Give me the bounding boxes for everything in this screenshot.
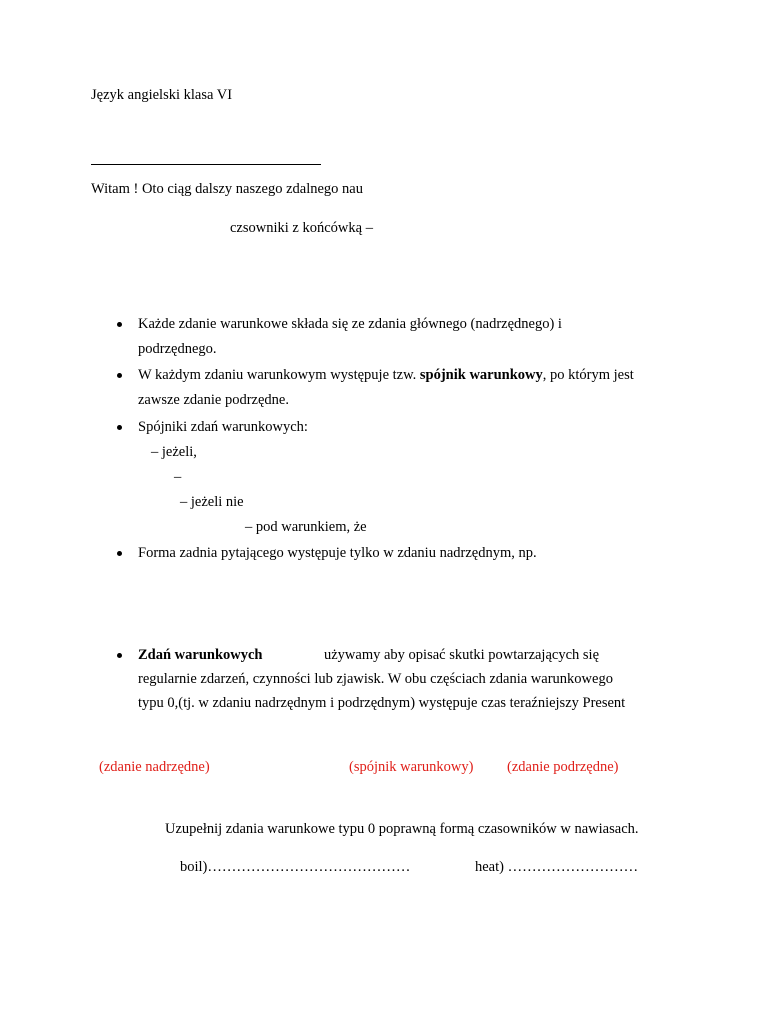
conjunction-3: – jeżeli nie — [180, 494, 244, 510]
conjunction-4: – pod warunkiem, że — [245, 519, 367, 535]
bullet-dot — [117, 425, 122, 430]
bullet-1-line-1: Każde zdanie warunkowe składa się ze zdania głównego (nadrzędnego) i — [138, 316, 562, 332]
bullet-2-text: W każdym zdaniu warunkowym występuje tzw. — [138, 367, 420, 383]
label-conjunction: (spójnik warunkowy) — [349, 759, 474, 775]
exercise-item-2: heat) ……………………… — [475, 859, 639, 875]
document-subject: Język angielski klasa VI — [91, 87, 233, 103]
bullet-2-line-2: zawsze zdanie podrzędne. — [138, 392, 289, 408]
bullet-dot — [117, 653, 122, 658]
bullet-5-line-2: regularnie zdarzeń, czynności lub zjawisk. W obu częściach zdania warunkowego — [138, 671, 613, 687]
conjunction-2: – — [174, 469, 182, 485]
bullet-5-line-1: używamy aby opisać skutki powtarzających się — [324, 647, 600, 663]
bullet-3-line-1: Spójniki zdań warunkowych: — [138, 419, 308, 435]
label-main-clause: (zdanie nadrzędne) — [99, 759, 210, 775]
bullet-dot — [117, 373, 122, 378]
greeting-text: Witam ! Oto ciąg dalszy naszego zdalnego nau — [91, 181, 363, 197]
bullet-1-line-2: podrzędnego. — [138, 341, 217, 357]
bullet-2-line-1 — [138, 366, 634, 384]
bullet-dot — [117, 551, 122, 556]
bullet-2-text-end: , po którym jest — [542, 367, 634, 383]
bullet-2-bold-term: spójnik warunkowy — [419, 367, 543, 383]
divider-line — [91, 164, 321, 165]
exercise-item-1: boil)…………………………………… — [180, 859, 411, 875]
label-sub-clause: (zdanie podrzędne) — [507, 759, 619, 775]
bullet-dot — [117, 322, 122, 327]
bullet-4-line-1: Forma zadnia pytającego występuje tylko w zdaniu nadrzędnym, np. — [138, 545, 537, 561]
conjunction-1: – jeżeli, — [151, 444, 197, 460]
bullet-5-bold-term — [138, 646, 263, 664]
bullet-5-line-3: typu 0,(tj. w zdaniu nadrzędnym i podrzędnym) występuje czas teraźniejszy Present — [138, 695, 626, 711]
bullet-5-bold: Zdań warunkowych — [138, 647, 263, 663]
topic-line: czsowniki z końcówką – — [230, 220, 373, 236]
exercise-instruction: Uzupełnij zdania warunkowe typu 0 poprawną formą czasowników w nawiasach. — [165, 821, 639, 837]
